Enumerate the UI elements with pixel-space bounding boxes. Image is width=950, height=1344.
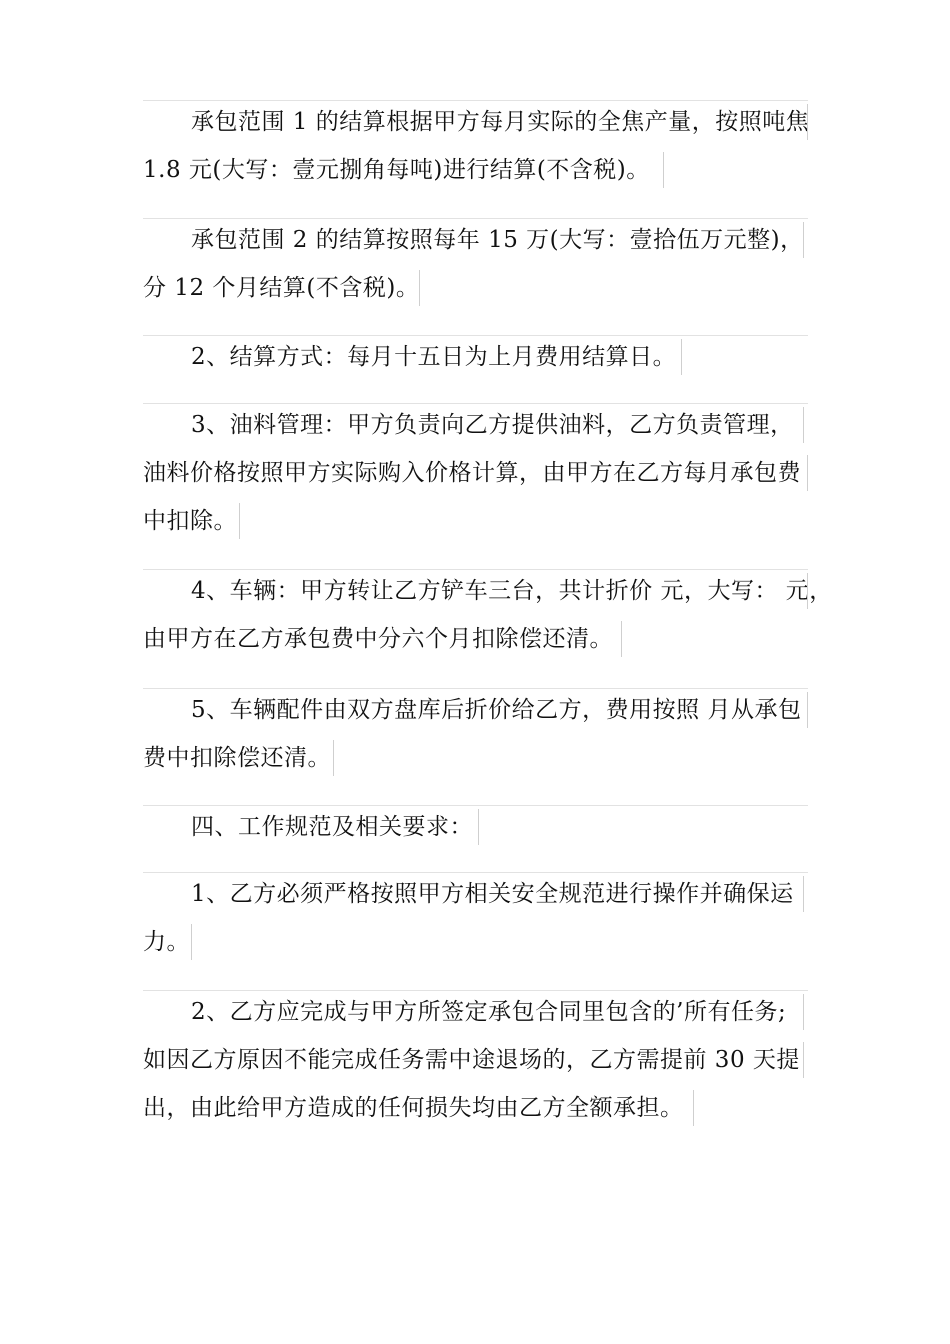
text-line-content: 2、结算方式：每月十五日为上月费用结算日。 [191, 344, 677, 370]
text-line [143, 146, 808, 194]
text-line-content: 2、乙方应完成与甲方所签定承包合同里包含的’所有任务; [191, 999, 787, 1025]
paragraph-vehicle-parts [143, 686, 808, 782]
text-line-content: 承包范围 2 的结算按照每年 15 万(大写：壹拾伍万元整)， [191, 227, 804, 253]
text-line [143, 333, 808, 381]
text-line [143, 918, 808, 966]
paragraph-fuel-management [143, 401, 808, 545]
text-line-content: 承包范围 1 的结算根据甲方每月实际的全焦产量，按照吨焦 [191, 109, 810, 135]
text-line-content: 1.8 元(大写：壹元捌角每吨)进行结算(不含税)。 [143, 157, 650, 183]
text-line-content: 分 12 个月结算(不含税)。 [143, 275, 420, 301]
text-line-content: 1、乙方必须严格按照甲方相关安全规范进行操作并确保运 [191, 881, 794, 907]
text-line-content: 5、车辆配件由双方盘库后折价给乙方，费用按照 月从承包 [191, 697, 802, 723]
paragraph-settlement-method [143, 333, 808, 381]
paragraph-contract-tasks [143, 988, 808, 1132]
text-line-content: 4、车辆：甲方转让乙方铲车三台，共计折价 元，大写： 元， [191, 578, 833, 604]
text-line-content: 由甲方在乙方承包费中分六个月扣除偿还清。 [143, 626, 613, 652]
text-line [143, 449, 808, 497]
text-line [143, 1084, 808, 1132]
text-line [143, 1036, 808, 1084]
text-line [143, 216, 808, 264]
text-line [143, 870, 808, 918]
text-line-content: 四、工作规范及相关要求： [191, 814, 473, 840]
text-line-content: 如因乙方原因不能完成任务需中途退场的，乙方需提前 30 天提 [143, 1047, 800, 1073]
text-line [143, 615, 808, 663]
text-line [143, 98, 808, 146]
text-line [143, 567, 833, 615]
paragraph-settlement-scope-1 [143, 98, 808, 194]
paragraph-vehicles [143, 567, 833, 663]
text-line-content: 力。 [143, 929, 190, 955]
text-line [143, 734, 808, 782]
text-line [143, 803, 808, 851]
section-heading-work-requirements [143, 803, 808, 851]
text-line-content: 费中扣除偿还清。 [143, 745, 331, 771]
text-line-content: 中扣除。 [143, 508, 237, 534]
text-line-content: 油料价格按照甲方实际购入价格计算，由甲方在乙方每月承包费 [143, 460, 801, 486]
text-line [143, 686, 808, 734]
text-line-content: 3、油料管理：甲方负责向乙方提供油料，乙方负责管理， [191, 412, 794, 438]
paragraph-safety-rules [143, 870, 808, 966]
paragraph-settlement-scope-2 [143, 216, 808, 312]
text-line [143, 497, 808, 545]
text-line-content: 出，由此给甲方造成的任何损失均由乙方全额承担。 [143, 1095, 684, 1121]
text-line [143, 988, 808, 1036]
text-line [143, 401, 808, 449]
text-line [143, 264, 808, 312]
